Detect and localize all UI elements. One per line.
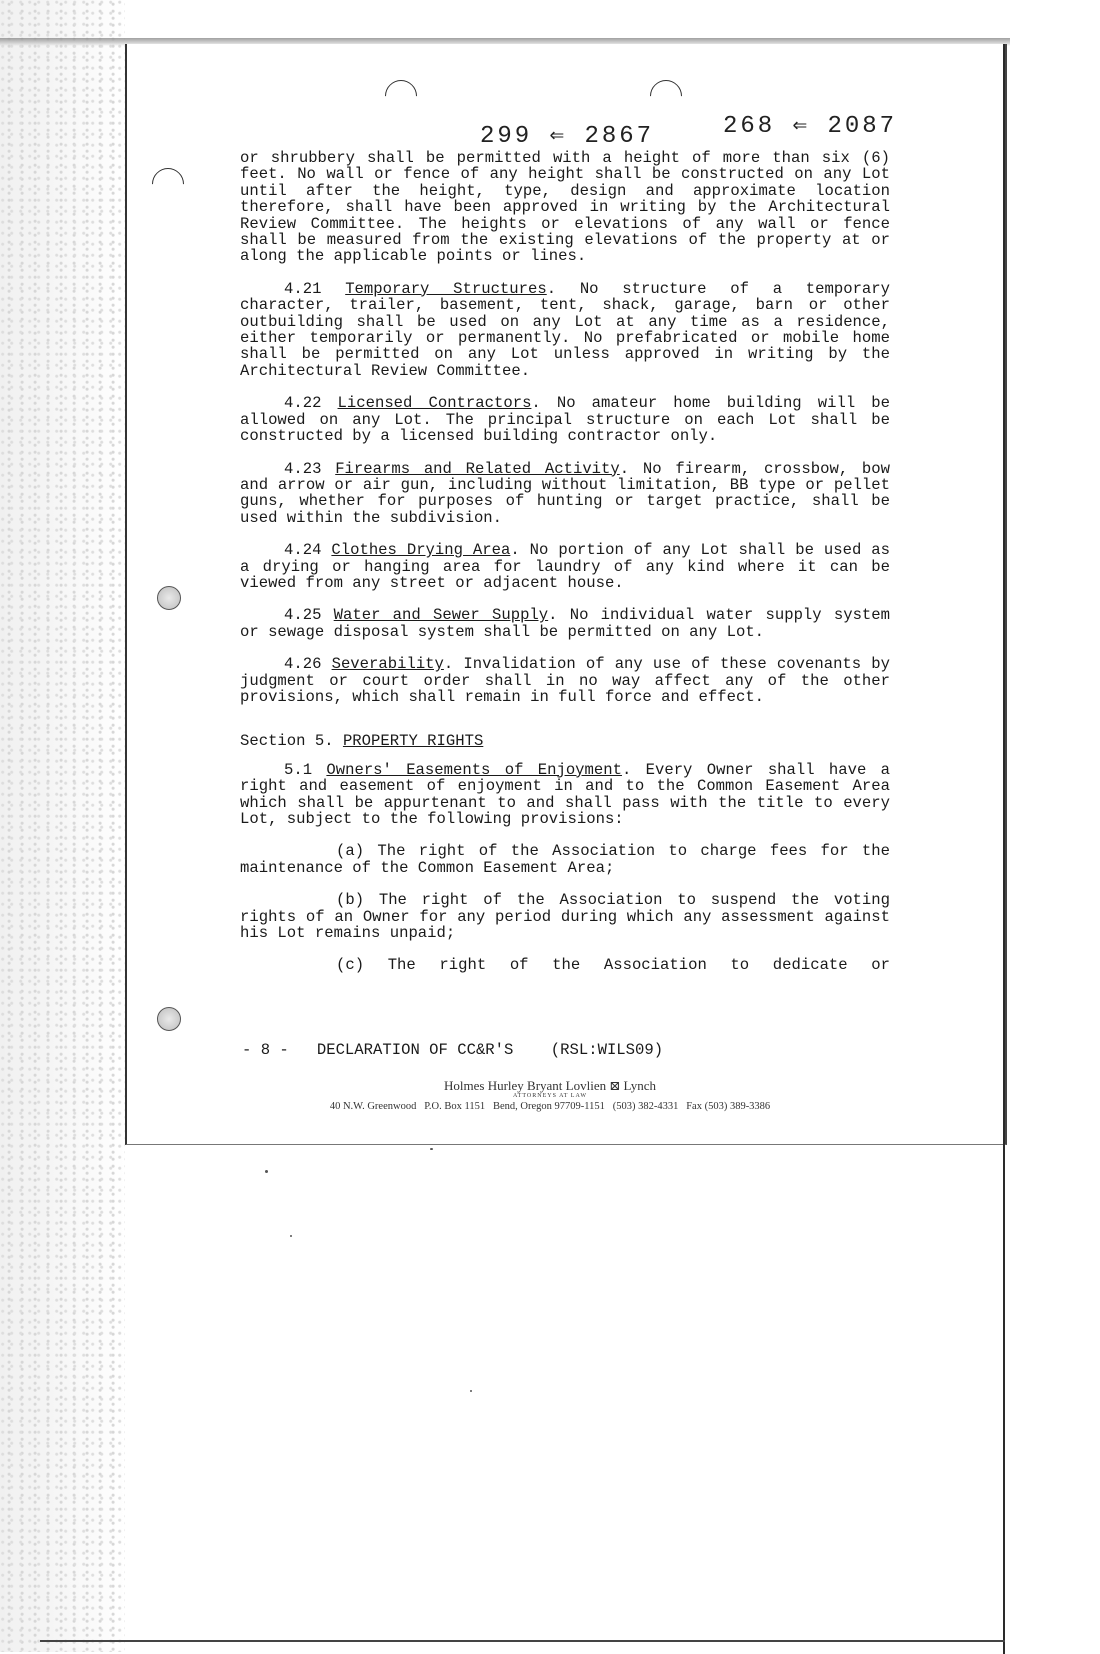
section-text: . No portion of any Lot shall be used as a drying or hanging area for laundry of any kind where it can be viewed from any street or adjacent house. — [240, 541, 890, 592]
back-sheet-edge-vertical — [1003, 44, 1005, 1654]
section-text: . Invalidation of any use of these covenants by judgment or court order shall in no way affect any of the other provisions, which shall remain in full force and effect. — [240, 655, 890, 706]
section-4-22 — [240, 395, 890, 444]
law-firm-name — [0, 1078, 1100, 1099]
scan-speck — [265, 1170, 268, 1173]
provision-c — [240, 957, 890, 973]
law-firm-address: 40 N.W. Greenwood P.O. Box 1151 Bend, Oregon 97709-1151 (503) 382-4331 Fax (503) 389-3386 — [329, 1101, 771, 1112]
section-4-25 — [240, 607, 890, 640]
provision-text: (b) The right of the Association to suspend the voting rights of an Owner for any period during which any assessment against his Lot remains unpaid; — [240, 891, 890, 943]
section-label: Section 5. — [240, 732, 334, 751]
section-title: Water and Sewer Supply — [333, 606, 549, 625]
document-body — [240, 150, 890, 990]
binder-hole-lower — [157, 1007, 181, 1031]
scan-left-margin-noise — [0, 0, 125, 1652]
section-number: 4.22 — [284, 394, 322, 413]
section-5-heading — [240, 733, 890, 749]
section-4-23 — [240, 461, 890, 527]
section-text: . No individual water supply system or sewage disposal system shall be permitted on any Lot. — [240, 606, 891, 641]
section-4-21 — [240, 281, 890, 379]
section-text: . No firearm, crossbow, bow and arrow or air gun, including without limitation, BB type or pellet guns, whether for purposes of hunting or target practice, shall be used within the subdivision. — [240, 459, 890, 527]
page-number-right: 268 ⇐ 2087 — [723, 113, 898, 140]
section-number: 5.1 — [284, 760, 313, 779]
provision-a — [240, 843, 890, 876]
section-number: 4.26 — [284, 655, 322, 674]
provision-text: (a) The right of the Association to charge fees for the maintenance of the Common Easement Area; — [240, 842, 890, 877]
section-text: . Every Owner shall have a right and easement of enjoyment in and to the Common Easement Area which shall be appurtenant to and shall pass with the title to every Lot, subject to the following provisions: — [240, 760, 891, 828]
page-number-left: 299 ⇐ 2867 — [480, 123, 655, 150]
binder-hole-middle — [157, 586, 181, 610]
section-title: Firearms and Related Activity — [335, 459, 620, 478]
section-title: Severability — [331, 655, 444, 674]
section-number: 4.23 — [284, 459, 322, 478]
section-5-1 — [240, 762, 890, 828]
firm-name-text: Holmes Hurley Bryant Lovlien ⊠ Lynch — [444, 1078, 656, 1093]
section-number: 4.24 — [284, 541, 322, 560]
provision-b — [240, 892, 890, 941]
provision-text: (c) The right of the Association to dedicate or — [336, 956, 890, 975]
section-4-24 — [240, 542, 890, 591]
document-footer-line: - 8 - DECLARATION OF CC&R'S (RSL:WILS09) — [242, 1041, 664, 1059]
firm-subtitle: ATTORNEYS AT LAW — [513, 1093, 587, 1099]
section-number: 4.25 — [284, 606, 322, 625]
section-heading-title: PROPERTY RIGHTS — [342, 732, 484, 751]
scan-speck — [430, 1148, 433, 1150]
paragraph-height-limit: or shrubbery shall be permitted with a height of more than six (6) feet. No wall or fence of any height shall be constructed on any Lot until after the height, type, design and approximate location therefore, shall have been approved in writing by the Architectural Review Committee. The heights or elevations of any wall or fence shall be measured from the existing elevations of the property at or along the applicable points or lines. — [240, 149, 890, 266]
section-title: Licensed Contractors — [337, 394, 532, 413]
section-4-26 — [240, 656, 890, 705]
scan-speck — [290, 1235, 292, 1237]
section-text: . No amateur home building will be allowed on any Lot. The principal structure on each Lot shall be constructed by a licensed building contractor only. — [240, 394, 890, 446]
section-title: Clothes Drying Area — [331, 541, 511, 560]
section-text: . No structure of a temporary character, trailer, basement, tent, shack, garage, barn or other outbuilding shall be used on any Lot at any time as a residence, either temporarily or permanently. No prefabricated or mobile home shall be permitted on any Lot unless approved in writing by the Architectural Review Committee. — [240, 279, 891, 380]
page-number-stamps — [0, 110, 1100, 150]
section-number: 4.21 — [284, 279, 322, 298]
scan-speck — [470, 1390, 472, 1392]
back-sheet-edge-horizontal — [40, 1640, 1005, 1642]
section-title: Temporary Structures — [345, 279, 547, 298]
section-title: Owners' Easements of Enjoyment — [326, 760, 622, 779]
